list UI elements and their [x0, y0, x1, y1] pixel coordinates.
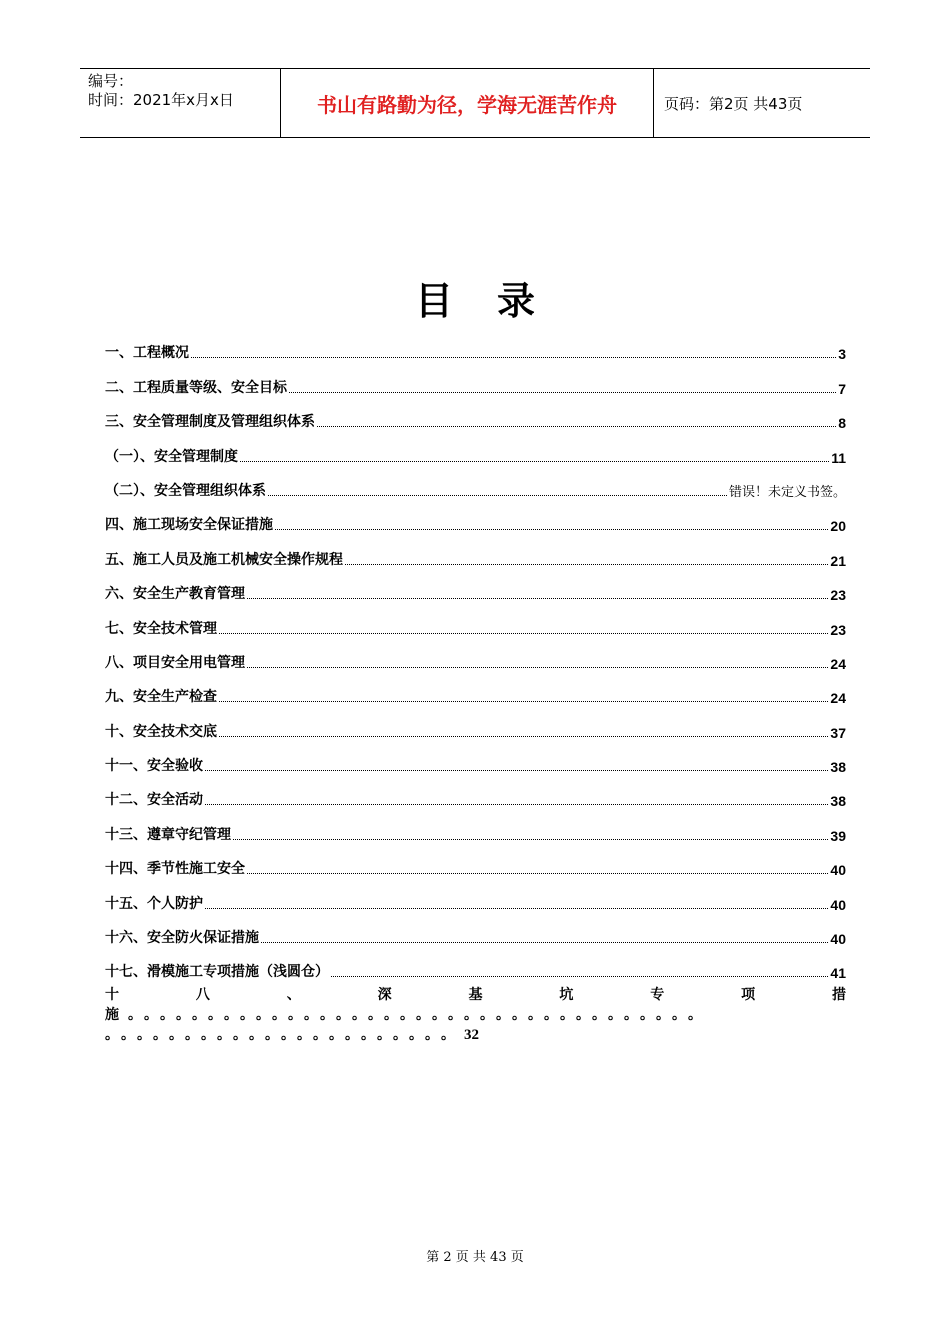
toc-entry-page: 11: [831, 449, 846, 466]
toc-entry-page: 错误！未定义书签。: [728, 484, 846, 500]
toc-entry-leader: [275, 529, 828, 530]
toc-entry-page: 21: [830, 552, 846, 569]
toc-entry-label: 一、工程概况: [105, 345, 189, 362]
toc-entry-label: 三、安全管理制度及管理组织体系: [105, 414, 315, 431]
toc-entry[interactable]: [105, 397, 846, 431]
toc-entry-leader: [268, 495, 727, 496]
toc-entry-leader: [205, 770, 828, 771]
toc-entry-page: 37: [830, 724, 846, 741]
toc-entry[interactable]: [105, 328, 846, 362]
toc-entry[interactable]: [105, 878, 846, 912]
toc-entry[interactable]: [105, 603, 846, 637]
toc-entry[interactable]: [105, 947, 846, 981]
toc-entry-label: 十三、遵章守纪管理: [105, 826, 231, 843]
toc-entry-leader: [219, 701, 828, 702]
toc-entry-leader: [205, 908, 828, 909]
toc-entry-page: 40: [830, 931, 846, 948]
toc-entry-18-char: 基: [468, 987, 483, 1003]
toc-entry-leader: [261, 942, 828, 943]
toc-entry-label: 六、安全生产教育管理: [105, 586, 245, 603]
page-header: [80, 68, 870, 138]
toc-entry-label: 十一、安全验收: [105, 758, 203, 775]
toc-entry-page: 20: [830, 518, 846, 535]
header-motto: 书山有路勤为径，学海无涯苦作舟: [281, 69, 654, 137]
toc-entry-18-label: [105, 984, 846, 1004]
toc-entry-leader: [191, 357, 836, 358]
toc-entry[interactable]: [105, 362, 846, 396]
toc-entry-page: 38: [830, 759, 846, 776]
toc-entry-label: 八、项目安全用电管理: [105, 654, 245, 671]
toc-entry-label: 十、安全技术交底: [105, 723, 217, 740]
toc-entry-leader: [289, 392, 836, 393]
toc-entry-page: 23: [830, 621, 846, 638]
toc-entry-18-char: 八: [195, 987, 210, 1003]
toc-entry-label: 二、工程质量等级、安全目标: [105, 379, 287, 396]
toc-entry-leader: [233, 839, 828, 840]
toc-entry[interactable]: [105, 534, 846, 568]
toc-entry-18-char: 措: [832, 987, 846, 1003]
toc-entry-page: 8: [838, 415, 846, 432]
toc-entry[interactable]: [105, 844, 846, 878]
document-date: 时间：2021年x月x日: [88, 91, 234, 109]
toc-entry[interactable]: [105, 706, 846, 740]
toc-entry-page: 24: [830, 690, 846, 707]
toc-entry-18-page: 32: [464, 1027, 479, 1043]
document-number-label: 编号：: [88, 72, 134, 90]
toc-entry-label: 十七、滑模施工专项措施（浅圆仓）: [105, 964, 329, 981]
toc-entry-leader: [317, 426, 836, 427]
toc-entry-leader: [219, 633, 828, 634]
toc-entry-page: 41: [830, 965, 846, 982]
toc-entry-leader: [247, 598, 828, 599]
toc-entry-label: 十四、季节性施工安全: [105, 861, 245, 878]
toc-entry-18-char: 十: [105, 987, 119, 1003]
toc-entry-label: （二）、安全管理组织体系: [105, 482, 266, 499]
toc-entry-leader: [247, 667, 828, 668]
toc-entry-page: 3: [838, 346, 846, 363]
toc-entry-label: 九、安全生产检查: [105, 689, 217, 706]
toc-entry-label: 四、施工现场安全保证措施: [105, 517, 273, 534]
toc-entry-page: 24: [830, 655, 846, 672]
toc-entry-18[interactable]: [105, 984, 846, 1046]
toc-entry-label: 十二、安全活动: [105, 792, 203, 809]
toc-entry-18-leader-end: [105, 1024, 846, 1046]
toc-entry[interactable]: [105, 466, 846, 500]
toc-entry-page: 23: [830, 587, 846, 604]
toc-entry-page: 40: [830, 862, 846, 879]
toc-entry-18-leader-dots: 。。。。。。。。。。。。。。。。。。。。。。: [105, 1027, 464, 1043]
toc-entry-label: 十六、安全防火保证措施: [105, 930, 259, 947]
toc-entry-leader: [205, 804, 828, 805]
toc-entry[interactable]: [105, 500, 846, 534]
toc-entry[interactable]: [105, 741, 846, 775]
toc-entry-18-char: 、: [286, 987, 301, 1003]
toc-entry-label: 五、施工人员及施工机械安全操作规程: [105, 551, 343, 568]
toc-entry-leader: [240, 461, 829, 462]
toc-entry-page: 39: [830, 827, 846, 844]
table-of-contents: [105, 328, 846, 981]
toc-entry-leader: [247, 873, 828, 874]
toc-entry[interactable]: [105, 913, 846, 947]
toc-entry[interactable]: [105, 672, 846, 706]
toc-entry-label: 十五、个人防护: [105, 895, 203, 912]
toc-entry-18-char: 坑: [559, 987, 574, 1003]
toc-entry[interactable]: [105, 775, 846, 809]
toc-entry-18-char: 项: [741, 987, 756, 1003]
toc-entry[interactable]: [105, 638, 846, 672]
toc-entry-leader: [345, 564, 828, 565]
toc-entry-leader: [331, 976, 828, 977]
toc-entry-18-char: 专: [650, 987, 665, 1003]
toc-title: 目录: [414, 278, 579, 323]
toc-entry-page: 40: [830, 896, 846, 913]
toc-entry-label: 七、安全技术管理: [105, 620, 217, 637]
toc-entry-page: 38: [830, 793, 846, 810]
toc-entry[interactable]: [105, 431, 846, 465]
toc-entry[interactable]: [105, 569, 846, 603]
toc-entry[interactable]: [105, 809, 846, 843]
toc-entry-leader: [219, 736, 828, 737]
toc-entry-page: 7: [838, 380, 846, 397]
toc-entry-18-char: 深: [377, 987, 392, 1003]
toc-entry-18-leader: 施。。。。。。。。。。。。。。。。。。。。。。。。。。。。。。。。。。。。: [105, 1007, 711, 1023]
header-page-number: 页码：第2页 共43页: [664, 94, 803, 113]
toc-entry-label: （一）、安全管理制度: [105, 448, 238, 465]
header-meta: [80, 69, 281, 137]
page-footer: 第 2 页 共 43 页: [426, 1250, 524, 1265]
